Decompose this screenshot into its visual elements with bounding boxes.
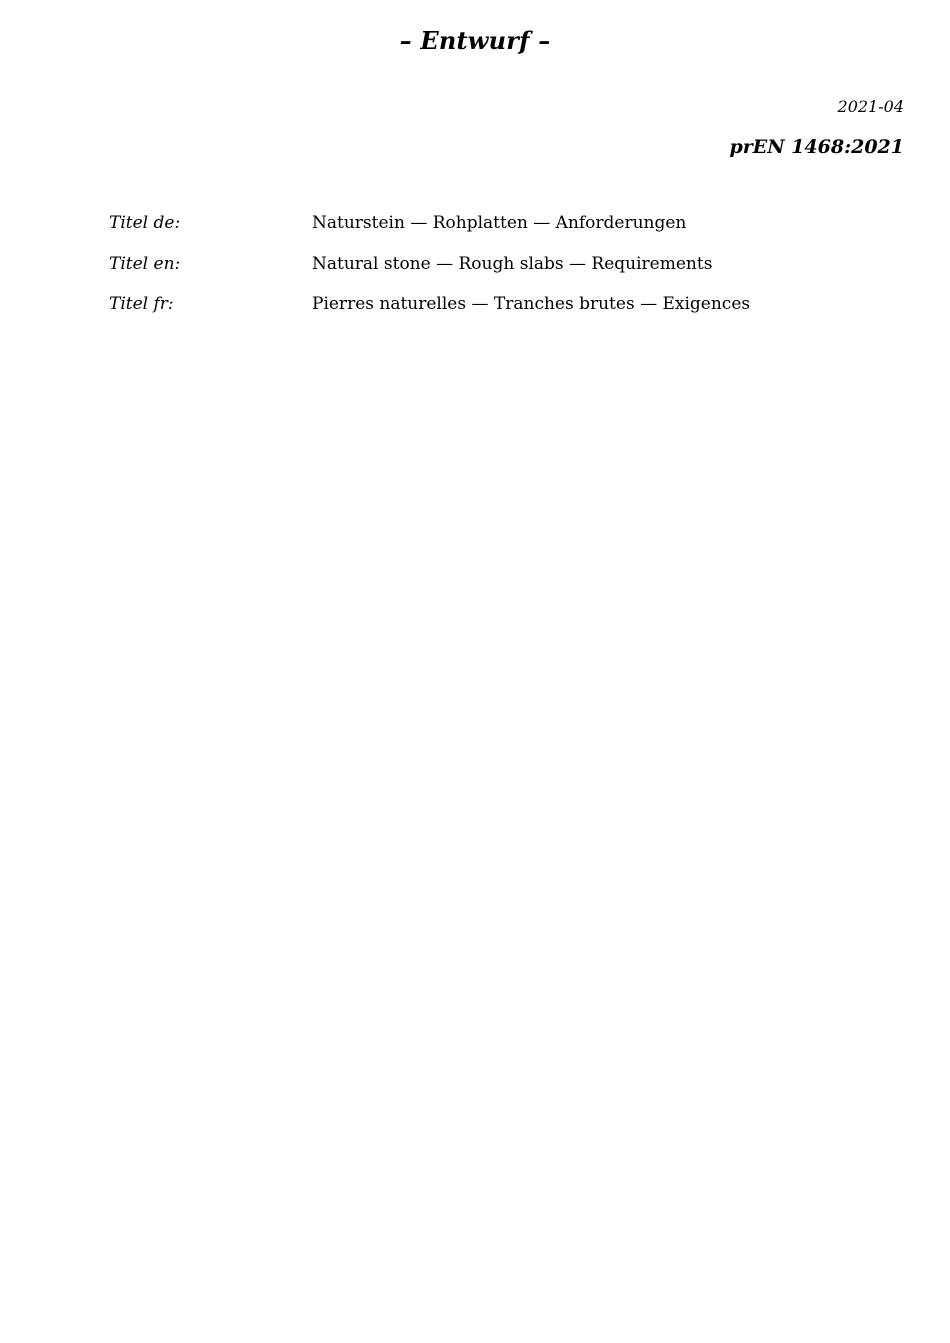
draft-heading: – Entwurf – [399,26,551,55]
title-row-de [109,213,889,254]
title-row-en [109,254,889,295]
title-value-en: Natural stone — Rough slabs — Requirements [312,253,713,274]
titles-list [109,213,889,335]
title-label-de: Titel de: [109,213,181,233]
document-date: 2021-04 [837,97,904,116]
title-label-en: Titel en: [109,253,181,274]
title-label-fr: Titel fr: [109,294,174,314]
title-value-de: Naturstein — Rohplatten — Anforderungen [312,213,687,233]
title-value-fr: Pierres naturelles — Tranches brutes — Exigences [312,294,751,314]
standard-identifier: prEN 1468:2021 [729,136,904,158]
title-row-fr [109,294,889,335]
